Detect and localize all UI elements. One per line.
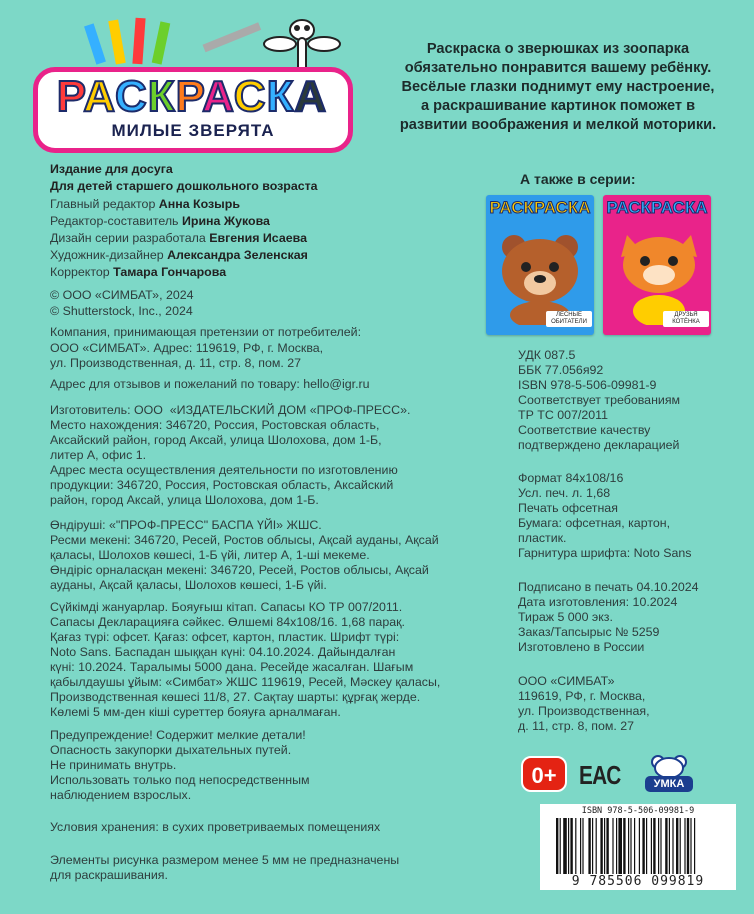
barcode-bar [684,818,685,874]
credit-role: Главный редактор [50,197,156,211]
barcode-bar [563,818,567,874]
kazakh-line: Noto Sans. Баспадан шыққан күні: 04.10.2024. Дайындалған [50,645,396,659]
storage-line: Условия хранения: в сухих проветриваемых помещениях [50,820,381,834]
warning-line: Предупреждение! Содержит мелкие детали! [50,728,306,742]
manufacturer-line: Место нахождения: 346720, Россия, Ростовская область, [50,418,380,432]
company-line: ул. Производственная, д. 11, стр. 8, пом. 27 [50,356,302,370]
book-caption: ДРУЗЬЯ КОТЁНКА [663,311,709,327]
kazakh-line: Сүйкімді жануарлар. Бояуғыш кітап. Сапасы КО ТР 007/2011. [50,600,403,614]
barcode-bar [560,818,561,874]
barcode-bar [616,818,617,874]
logo-title [47,73,337,121]
barcode-bar [592,818,593,874]
book-title: РАСКРАСКА [489,198,591,217]
credit-name: Анна Козырь [158,197,240,211]
credit-role: Дизайн серии разработала [50,231,206,245]
logo-subtitle: МИЛЫЕ ЗВЕРЯТА [111,121,275,140]
credit-name: Тамара Гончарова [113,265,227,279]
manufacturer-line: Изготовитель: ООО «ИЗДАТЕЛЬСКИЙ ДОМ «ПРОФ-ПРЕСС». [50,403,411,417]
kazakh-line: Производственная көшесі 11/8, 27. Сақтау шарты: құрғақ жерде. [50,690,421,704]
kazakh-line: Сапасы Декларацияға сәйкес. Өлшемі 84х108/16. 1,68 парақ. [50,615,405,629]
barcode-bar [634,818,635,874]
kazakh-line: Ресми мекені: 346720, Ресей, Ростов облысы, Ақсай ауданы, Ақсай [50,533,439,547]
address-line: 119619, РФ, г. Москва, [518,689,646,703]
barcode-bar [575,818,576,874]
kazakh-line: Көлемі 5 мм-ден кіші суреттер бояуға арналмаған. [50,705,341,719]
barcode-bar [623,818,625,874]
address-line: ООО «СИМБАТ» [518,674,615,688]
barcode-bar [604,818,605,874]
age-rating-badge: 0+ [521,756,567,792]
logo-letter: Р [56,72,84,121]
barcode-bar [630,818,631,874]
barcode-bar [618,818,622,874]
edition-line: Издание для досуга [50,162,173,176]
udc-line: Соответствует требованиям [518,393,681,407]
udc-line: ISBN 978-5-506-09981-9 [518,378,657,392]
barcode-bar [612,818,613,874]
barcode-bar [676,818,678,874]
barcode [540,804,736,890]
barcode-bar [658,818,659,874]
elements-note-line: для раскрашивания. [50,868,168,882]
udc-line: ББК 77.056я92 [518,363,604,377]
barcode-bar [606,818,608,874]
credit-row [50,265,226,280]
barcode-bar [596,818,597,874]
series-title: А также в серии: [520,171,636,187]
barcode-bars [554,818,722,874]
barcode-isbn-label: ISBN 978-5-506-09981-9 [581,806,695,816]
barcode-digits: 9 785506 099819 [571,874,705,889]
logo-letter: А [202,72,234,121]
elements-note-line: Элементы рисунка размером менее 5 мм не предназначены [50,853,400,867]
barcode-bar [665,818,667,874]
logo-letter: А [83,72,115,121]
logo-letter: С [233,72,267,121]
print-line: Подписано в печать 04.10.2024 [518,580,699,594]
udc-line: ТР ТС 007/2011 [518,408,608,422]
series-book-kitten [603,195,711,335]
barcode-bar [672,818,673,874]
barcode-bar [669,818,670,874]
credit-row [50,197,240,212]
credit-role: Художник-дизайнер [50,248,164,262]
print-line: Дата изготовления: 10.2024 [518,595,678,609]
barcode-bar [690,818,691,874]
publisher-logo-text: УМКА [653,778,685,790]
credit-role: Редактор-составитель [50,214,179,228]
credit-row [50,248,308,263]
barcode-bar [639,818,640,874]
format-line: Формат 84х108/16 [518,471,624,485]
logo-letter: С [114,72,148,121]
barcode-bar [653,818,655,874]
print-line: Изготовлено в России [518,640,645,654]
address-line: д. 11, стр. 8, пом. 27 [518,719,635,733]
format-line: Печать офсетная [518,501,618,515]
format-line: пластик. [518,531,567,545]
kazakh-line: Өндіріс орналасқан мекені: 346720, Ресей, Ростов облысы, Ақсай [50,563,429,577]
barcode-bar [646,818,647,874]
manufacturer-line: Адрес места осуществления деятельности по изготовлению [50,463,398,477]
company-line: Компания, принимающая претензии от потребителей: [50,325,362,339]
series-logo [33,55,355,155]
book-title: РАСКРАСКА [606,198,708,217]
barcode-bar [660,818,661,874]
manufacturer-line: продукции: 346720, Россия, Ростовская область, Аксайский [50,478,394,492]
logo-letter: А [294,72,328,121]
manufacturer-line: Аксайский район, город Аксай, улица Шолохова, дом 1-Б, [50,433,382,447]
barcode-bar [694,818,695,874]
book-caption: ЛЕСНЫЕ ОБИТАТЕЛИ [546,311,592,327]
copyright-line: © Shutterstock, Inc., 2024 [50,304,193,318]
publisher-logo [644,754,694,794]
credit-name: Александра Зеленская [167,248,308,262]
format-line: Гарнитура шрифта: Noto Sans [518,546,692,560]
barcode-bar [568,818,569,874]
eac-mark: EAC [579,760,621,790]
credit-row [50,231,307,246]
udc-line: подтверждено декларацией [518,438,680,452]
kazakh-line: Қағаз түрі: офсет. Қағаз: офсет, картон, пластик. Шрифт түрі: [50,630,400,644]
age-line: Для детей старшего дошкольного возраста [50,179,318,193]
udc-line: Соответствие качеству [518,423,651,437]
barcode-bar [582,818,583,874]
credit-row [50,214,270,229]
print-line: Заказ/Тапсырыс № 5259 [518,625,660,639]
warning-line: наблюдением взрослых. [50,788,192,802]
manufacturer-line: литер А, офис 1. [50,448,147,462]
barcode-bar [588,818,590,874]
intro-text: Раскраска о зверюшках из зоопарка обязательно понравится вашему ребёнку. Весёлые глазки поднимут ему настроение, а раскрашивание картинок поможет в развитии воображения и мелкой моторики. [399,41,717,133]
barcode-bar [642,818,644,874]
udc-line: УДК 087.5 [518,348,576,362]
kazakh-line: Өндіруші: «"ПРОФ-ПРЕСС" БАСПА ҮЙІ» ЖШС. [50,518,322,532]
print-line: Тираж 5 000 экз. [518,610,613,624]
credit-name: Ирина Жукова [181,214,270,228]
company-line: ООО «СИМБАТ». Адрес: 119619, РФ, г. Москва, [50,341,324,355]
credit-role: Корректор [50,265,110,279]
barcode-bar [600,818,602,874]
credit-name: Евгения Исаева [209,231,307,245]
format-line: Бумага: офсетная, картон, [518,516,671,530]
manufacturer-line: район, город Аксай, улица Шолохова, дом 1-Б. [50,493,319,507]
warning-line: Использовать только под непосредственным [50,773,310,787]
barcode-bar [580,818,581,874]
series-book-forest [486,195,594,335]
barcode-bar [687,818,689,874]
logo-letter: К [266,72,295,121]
format-line: Усл. печ. л. 1,68 [518,486,611,500]
logo-letter: К [147,72,176,121]
barcode-bar [651,818,652,874]
copyright-line: © ООО «СИМБАТ», 2024 [50,288,194,302]
kazakh-line: күні: 10.2024. Таралымы 5000 дана. Ресейде жасалған. Шағым [50,660,414,674]
barcode-bar [680,818,681,874]
logo-letter: Р [175,72,203,121]
feedback-line: Адрес для отзывов и пожеланий по товару: hello@igr.ru [50,377,370,391]
barcode-bar [570,818,572,874]
warning-line: Не принимать внутрь. [50,758,177,772]
barcode-bar [556,818,558,874]
warning-line: Опасность закупорки дыхательных путей. [50,743,292,757]
kazakh-line: ауданы, Ақсай қаласы, Шолохов көшесі, 1-Б үйі. [50,578,327,592]
address-line: ул. Производственная, [518,704,650,718]
kazakh-line: қабылдаушы ұйым: «Симбат» ЖШС 119619, Ресей, Мәскеу қаласы, [50,675,441,689]
kazakh-line: қаласы, Шолохов көшесі, 1-Б үйі, литер А, 1-ші мекеме. [50,548,370,562]
barcode-bar [628,818,629,874]
